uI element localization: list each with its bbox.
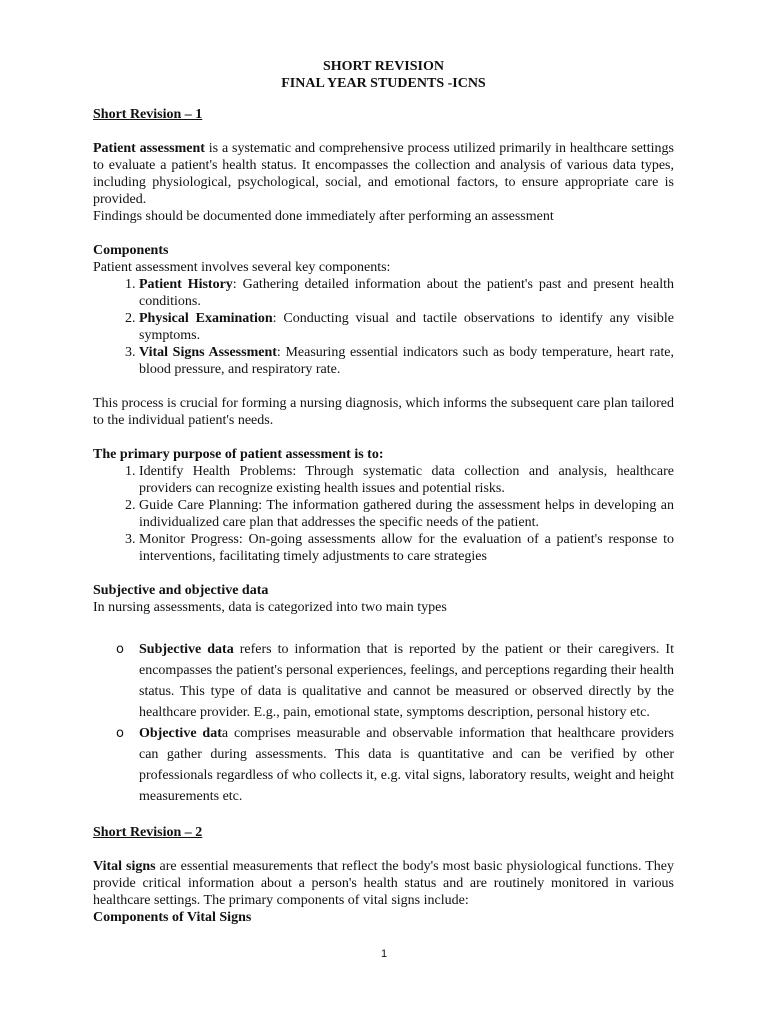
component-text: : Conducting visual and tactile observations to identify any visible symptoms.	[139, 311, 674, 343]
component-term: Physical Examination	[139, 311, 273, 326]
data-types-heading: Subjective and objective data	[93, 583, 269, 598]
component-text: : Measuring essential indicators such as body temperature, heart rate, blood pressure, and respiratory rate.	[139, 345, 674, 377]
vital-signs-paragraph	[93, 858, 674, 909]
document-title: SHORT REVISION	[322, 59, 444, 74]
component-text: : Gathering detailed information about the patient's past and present health conditions.	[139, 277, 674, 309]
components-list	[93, 276, 674, 378]
patient-assessment-text: is a systematic and comprehensive process utilized primarily in healthcare settings to evaluate a patient's health status. It encompasses the collection and analysis of various data types, including physiological, psychological, social, and emotional factors, to ensure appropriate care is provided.	[93, 141, 674, 207]
page-number: 1	[380, 948, 388, 960]
list-item	[139, 310, 674, 344]
patient-assessment-paragraph	[93, 140, 674, 208]
bullet-marker: o	[116, 642, 124, 657]
vital-components-heading: Components of Vital Signs	[93, 910, 252, 925]
process-paragraph: This process is crucial for forming a nursing diagnosis, which informs the subsequent care plan tailored to the individual patient's needs.	[93, 396, 674, 428]
list-item: 2. Guide Care Planning: The information gathered during the assessment helps in developing an individualized care plan that addresses the specific needs of the patient.	[139, 497, 674, 531]
bullet-marker: o	[116, 726, 124, 741]
findings-line: Findings should be documented done immediately after performing an assessment	[93, 209, 554, 224]
components-intro: Patient assessment involves several key components:	[93, 260, 391, 275]
purpose-list	[93, 463, 674, 565]
vital-signs-text: are essential measurements that reflect the body's most basic physiological functions. They provide critical information about a person's health status and are routinely monitored in various healthcare settings. The primary components of vital signs include:	[93, 859, 674, 908]
vital-signs-term: Vital signs	[93, 859, 156, 874]
list-item: 1. Identify Health Problems: Through systematic data collection and analysis, healthcare providers can recognize existing health issues and potential risks.	[139, 463, 674, 497]
components-heading: Components	[93, 243, 169, 258]
objective-data-term: Objective dat	[139, 726, 222, 741]
document-subtitle: FINAL YEAR STUDENTS -ICNS	[281, 76, 486, 91]
subjective-data-term: Subjective data	[139, 642, 234, 657]
list-item: 3. Monitor Progress: On-going assessments allow for the evaluation of a patient's response to interventions, facilitating timely adjustments to care strategies	[139, 531, 674, 565]
patient-assessment-term: Patient assessment	[93, 141, 205, 156]
list-item	[139, 344, 674, 378]
list-item	[93, 639, 674, 723]
component-term: Patient History	[139, 277, 233, 292]
component-term: Vital Signs Assessment	[139, 345, 277, 360]
subjective-data-text: refers to information that is reported by the patient or their caregivers. It encompasses the patient's personal experiences, feelings, and perceptions regarding their health status. This type of data is qualitative and cannot be measured or observed directly by the healthcare provider. E.g., pain, emotional state, symptoms description, personal history etc.	[139, 642, 674, 720]
data-types-list	[93, 639, 674, 807]
purpose-heading: The primary purpose of patient assessment is to:	[93, 447, 384, 462]
revision-1-heading: Short Revision – 1	[93, 107, 203, 122]
data-types-intro: In nursing assessments, data is categorized into two main types	[93, 600, 447, 615]
document-page	[93, 58, 674, 926]
revision-2-heading: Short Revision – 2	[93, 825, 203, 840]
objective-data-text: a comprises measurable and observable information that healthcare providers can gather during assessments. This data is quantitative and can be verified by other professionals regardless of who collects it, e.g. vital signs, laboratory results, weight and height measurements etc.	[139, 726, 675, 804]
list-item	[93, 723, 674, 807]
list-item	[139, 276, 674, 310]
